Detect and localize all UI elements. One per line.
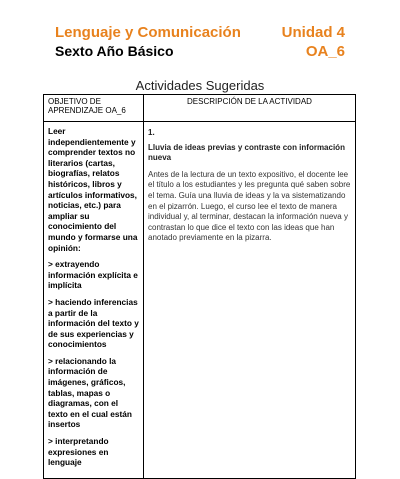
- objective-intro: Leer independientemente y comprender textos no literarios (cartas, biografías, relatos históricos, libros y artículos informativos, noticias, etc.) para ampliar su conocimiento del mundo y formarse una opinión:: [48, 126, 138, 253]
- objective-item: > extrayendo información explícita e implícita: [48, 259, 138, 291]
- header-row-top: [55, 24, 345, 42]
- objective-item: > relacionando la información de imágenes, gráficos, tablas, mapas o diagramas, con el texto en el cual están insertos: [48, 355, 132, 430]
- grade-label: Sexto Año Básico: [55, 43, 174, 59]
- objective-column-header: OBJETIVO DE APRENDIZAJE OA_6: [44, 95, 144, 122]
- activity-title: Lluvia de ideas previas y contraste con información nueva: [148, 142, 345, 163]
- subject-title: Lenguaje y Comunicación: [55, 24, 241, 41]
- objective-item: > interpretando expresiones en lenguaje: [48, 436, 109, 468]
- table-header-row: [44, 95, 356, 122]
- unit-label: Unidad 4: [281, 24, 345, 41]
- objective-code: OA_6: [305, 43, 345, 60]
- activities-table: [43, 94, 356, 479]
- activity-cell: [144, 122, 356, 479]
- section-title: Actividades Sugeridas: [135, 78, 265, 93]
- header-row-bottom: [55, 42, 345, 61]
- table-row: [44, 122, 356, 479]
- activity-body: Antes de la lectura de un texto expositivo, el docente lee el título a los estudiantes y les pregunta qué saben sobre el tema. Guía una lluvia de ideas y la va sistematizando en el pizarrón. Luego, el curso lee el texto de manera individual y, al terminar, destacan la información nueva y contrastan lo que dice el texto con las ideas que han anotado previamente en la pizarra.: [148, 169, 351, 243]
- page-header: [55, 24, 345, 61]
- description-column-header: DESCRIPCIÓN DE LA ACTIVIDAD: [144, 95, 356, 122]
- objective-cell: [44, 122, 144, 479]
- objective-item: > haciendo inferencias a partir de la información del texto y de sus experiencias y conocimientos: [48, 296, 139, 350]
- activity-number: 1.: [148, 128, 155, 137]
